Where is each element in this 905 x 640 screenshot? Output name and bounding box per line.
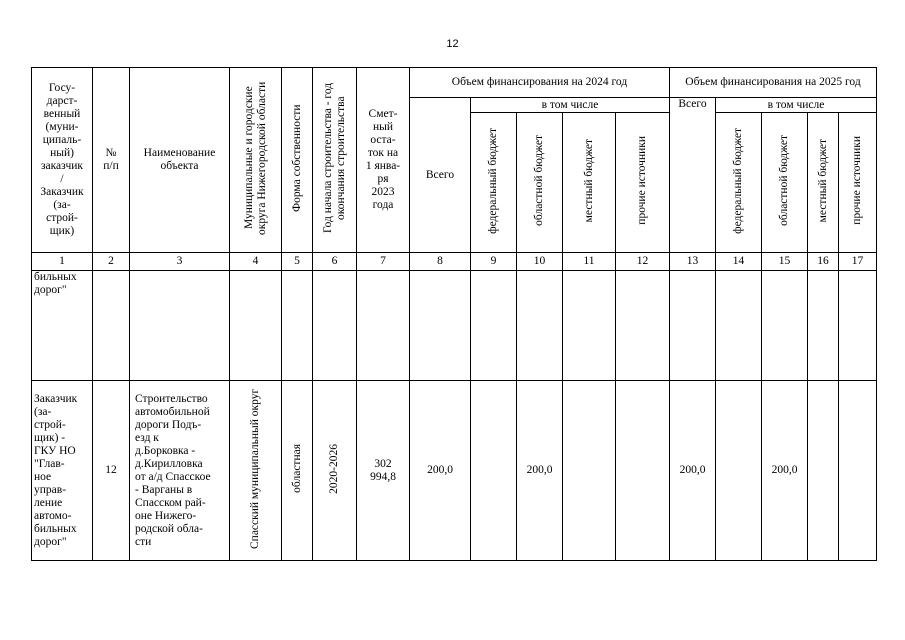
column-number: 10 <box>517 253 563 271</box>
column-number: 17 <box>839 253 877 271</box>
header-municipal: Муниципальные и городские округа Нижегородской области <box>230 68 282 253</box>
row-name <box>130 271 230 381</box>
column-number: 6 <box>313 253 357 271</box>
row-num <box>93 271 130 381</box>
page-number: 12 <box>446 38 459 50</box>
row-ownership: областная <box>282 381 313 561</box>
row-name: Строительство автомобильной дороги Подъ- езд к д.Борковка - д.Кирилловка от а/д Спасское - Варганы в Спасском рай- оне Нижего- родской обла- сти <box>130 381 230 561</box>
header-total-2025: Всего <box>670 98 716 253</box>
row-other-2024 <box>616 381 670 561</box>
column-number: 7 <box>357 253 410 271</box>
header-local-2025: местный бюджет <box>808 113 839 253</box>
column-number: 11 <box>563 253 616 271</box>
row-local-2025 <box>808 271 839 381</box>
table-row <box>32 271 877 381</box>
row-municipal <box>230 271 282 381</box>
header-federal-2025: федеральный бюджет <box>716 113 762 253</box>
row-customer: Заказчик (за- строй- щик) - ГКУ НО "Глав- ное управ- ление автомо- бильных дорог" <box>32 381 93 561</box>
row-other-2025 <box>839 271 877 381</box>
header-including-2025: в том числе <box>716 98 877 113</box>
header-balance: Смет- ный оста- ток на 1 янва- ря 2023 года <box>357 68 410 253</box>
row-years <box>313 271 357 381</box>
row-federal-2025 <box>716 381 762 561</box>
header-local-2024: местный бюджет <box>563 113 616 253</box>
row-municipal: Спасский муниципальный округ <box>230 381 282 561</box>
header-fin2025: Объем финансирования на 2025 год <box>670 68 877 98</box>
header-years: Год начала строительства - год окончания строительства <box>313 68 357 253</box>
row-customer: бильных дорог" <box>32 271 93 381</box>
column-number: 2 <box>93 253 130 271</box>
header-object-name: Наименование объекта <box>130 68 230 253</box>
column-number: 14 <box>716 253 762 271</box>
row-federal-2024 <box>471 271 517 381</box>
row-years: 2020-2026 <box>313 381 357 561</box>
row-other-2024 <box>616 271 670 381</box>
row-local-2024 <box>563 271 616 381</box>
row-total-2024: 200,0 <box>410 381 471 561</box>
column-number-row <box>32 253 877 271</box>
header-including-2024: в том числе <box>471 98 670 113</box>
column-number: 13 <box>670 253 716 271</box>
row-local-2025 <box>808 381 839 561</box>
row-regional-2024: 200,0 <box>517 381 563 561</box>
column-number: 4 <box>230 253 282 271</box>
header-customer: Госу- дарст- венный (муни- ципаль- ный) заказчик / Заказчик (за- строй- щик) <box>32 68 93 253</box>
row-local-2024 <box>563 381 616 561</box>
header-other-2024: прочие источники <box>616 113 670 253</box>
header-fin2024: Объем финансирования на 2024 год <box>410 68 670 98</box>
row-regional-2024 <box>517 271 563 381</box>
row-num: 12 <box>93 381 130 561</box>
column-number: 1 <box>32 253 93 271</box>
column-number: 3 <box>130 253 230 271</box>
row-balance: 302 994,8 <box>357 381 410 561</box>
header-federal-2024: федеральный бюджет <box>471 113 517 253</box>
column-number: 15 <box>762 253 808 271</box>
row-other-2025 <box>839 381 877 561</box>
header-regional-2024: областной бюджет <box>517 113 563 253</box>
row-regional-2025 <box>762 271 808 381</box>
table-row <box>32 381 877 561</box>
header-ownership: Форма собственности <box>282 68 313 253</box>
row-balance <box>357 271 410 381</box>
row-federal-2024 <box>471 381 517 561</box>
row-total-2025 <box>670 271 716 381</box>
financing-table <box>31 67 877 561</box>
row-ownership <box>282 271 313 381</box>
header-total-2024: Всего <box>410 98 471 253</box>
row-regional-2025: 200,0 <box>762 381 808 561</box>
row-federal-2025 <box>716 271 762 381</box>
header-num: № п/п <box>93 68 130 253</box>
column-number: 5 <box>282 253 313 271</box>
header-other-2025: прочие источники <box>839 113 877 253</box>
column-number: 12 <box>616 253 670 271</box>
row-total-2025: 200,0 <box>670 381 716 561</box>
column-number: 9 <box>471 253 517 271</box>
header-regional-2025: областной бюджет <box>762 113 808 253</box>
column-number: 8 <box>410 253 471 271</box>
row-total-2024 <box>410 271 471 381</box>
column-number: 16 <box>808 253 839 271</box>
